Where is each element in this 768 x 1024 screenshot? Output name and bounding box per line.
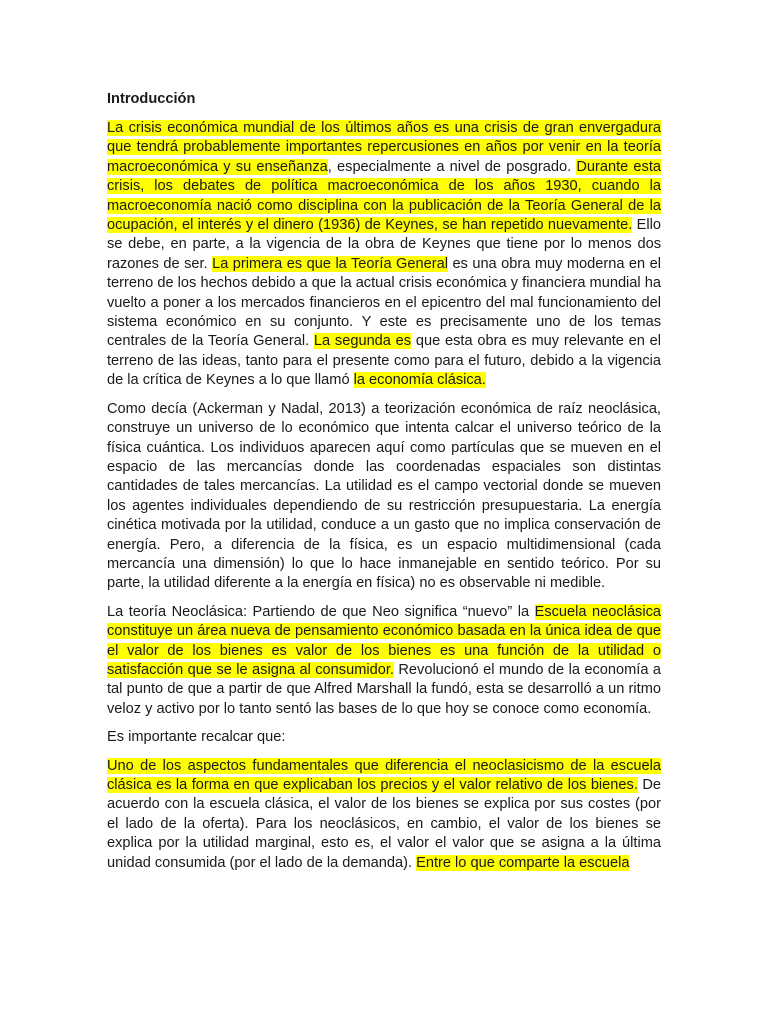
text-run: Revolucionó el mundo de la economía a tal punto de que a partir de que Alfred Marshall la fundó, esta se desarrolló a un ritmo veloz y activo por lo tanto sentó las bases de lo que hoy se conoce como economía. bbox=[107, 661, 661, 717]
text-run: Ello se debe, en parte, a la vigencia de la obra de Keynes que tiene por lo menos dos razones de ser. bbox=[107, 217, 662, 272]
text-run: Como decía (Ackerman y Nadal, 2013) a teorización económica de raíz neoclásica, construye un universo de lo económico que intenta calcar el universo teórico de la física cuántica. Los individuos aparecen aquí como partículas que se mueven en el espacio de las mercancías donde las coordenadas espaciales son distintas cantidades de tales mercancías. La utilidad es el campo vectorial donde se mueven los agentes individuales dependiendo de su restricción presupuestaria. La energía cinética motivada por la utilidad, conduce a un gasto que no implica conservación de energía. Pero, a diferencia de la física, es un espacio multidimensional (cada mercancía una dimensión) lo que lo hace inmanejable en sentido teórico. Por su parte, la utilidad diferente a la energía en física) no es observable ni medible. bbox=[107, 400, 661, 592]
page-title: Introducción bbox=[107, 91, 196, 107]
paragraph-3 bbox=[107, 603, 661, 719]
text-run: que esta obra es muy relevante en el terreno de las ideas, tanto para el presente como para el futuro, debido a la vigencia de la crítica de Keynes a lo que llamó bbox=[107, 333, 661, 389]
text-run-highlighted: la economía clásica. bbox=[353, 372, 486, 389]
text-run: es una obra muy moderna en el terreno de los hechos debido a que la actual crisis económica y financiera mundial ha vuelto a poner a los mercados financieros en el epicentro del mal funcionamiento del sistema económico en su conjunto. Y este es precisamente uno de los temas centrales de la Teoría General. bbox=[107, 255, 661, 350]
text-run-highlighted: Durante esta crisis, los debates de política macroeconómica de los años 1930, cuando la macroeconomía nació como disciplina con la publicación de la Teoría General de la ocupación, el interés y el dinero (1936) de Keynes, se han repetido nuevamente. bbox=[107, 158, 662, 234]
text-run-highlighted: Escuela neoclásica constituye un área nueva de pensamiento económico basada en la única idea de que el valor de los bienes es valor de los bienes es una función de la utilidad o satisfacción que se le asigna al consumidor. bbox=[107, 603, 662, 678]
paragraph-1 bbox=[107, 119, 661, 391]
paragraph-2 bbox=[107, 400, 661, 594]
text-run-highlighted: La primera es que la Teoría General bbox=[212, 255, 448, 272]
text-run: De acuerdo con la escuela clásica, el valor de los bienes se explica por sus costes (por el lado de la oferta). Para los neoclásicos, en cambio, el valor de los bienes se explica por la utilidad marginal, esto es, el valor el valor que se asigna a la última unidad consumida (por el lado de la demanda). bbox=[107, 777, 662, 871]
text-run-highlighted: La crisis económica mundial de los últimos años es una crisis de gran envergadura que tendrá probablemente importantes repercusiones en años por venir en la teoría macroeconómica y su enseñanza bbox=[107, 120, 661, 175]
document-body bbox=[107, 89, 661, 882]
text-run: , especialmente a nivel de posgrado. bbox=[327, 158, 577, 175]
text-run: La teoría Neoclásica: Partiendo de que Neo significa “nuevo” la bbox=[107, 603, 535, 620]
text-run-highlighted: La segunda es bbox=[313, 333, 412, 350]
text-run: Es importante recalcar que: bbox=[107, 729, 286, 746]
paragraph-5 bbox=[107, 757, 661, 873]
text-run-highlighted: Entre lo que comparte la escuela bbox=[416, 854, 630, 871]
paragraph-4 bbox=[107, 728, 661, 747]
text-run-highlighted: Uno de los aspectos fundamentales que diferencia el neoclasicismo de la escuela clásica es la forma en que explicaban los precios y el valor relativo de los bienes. bbox=[107, 757, 661, 793]
